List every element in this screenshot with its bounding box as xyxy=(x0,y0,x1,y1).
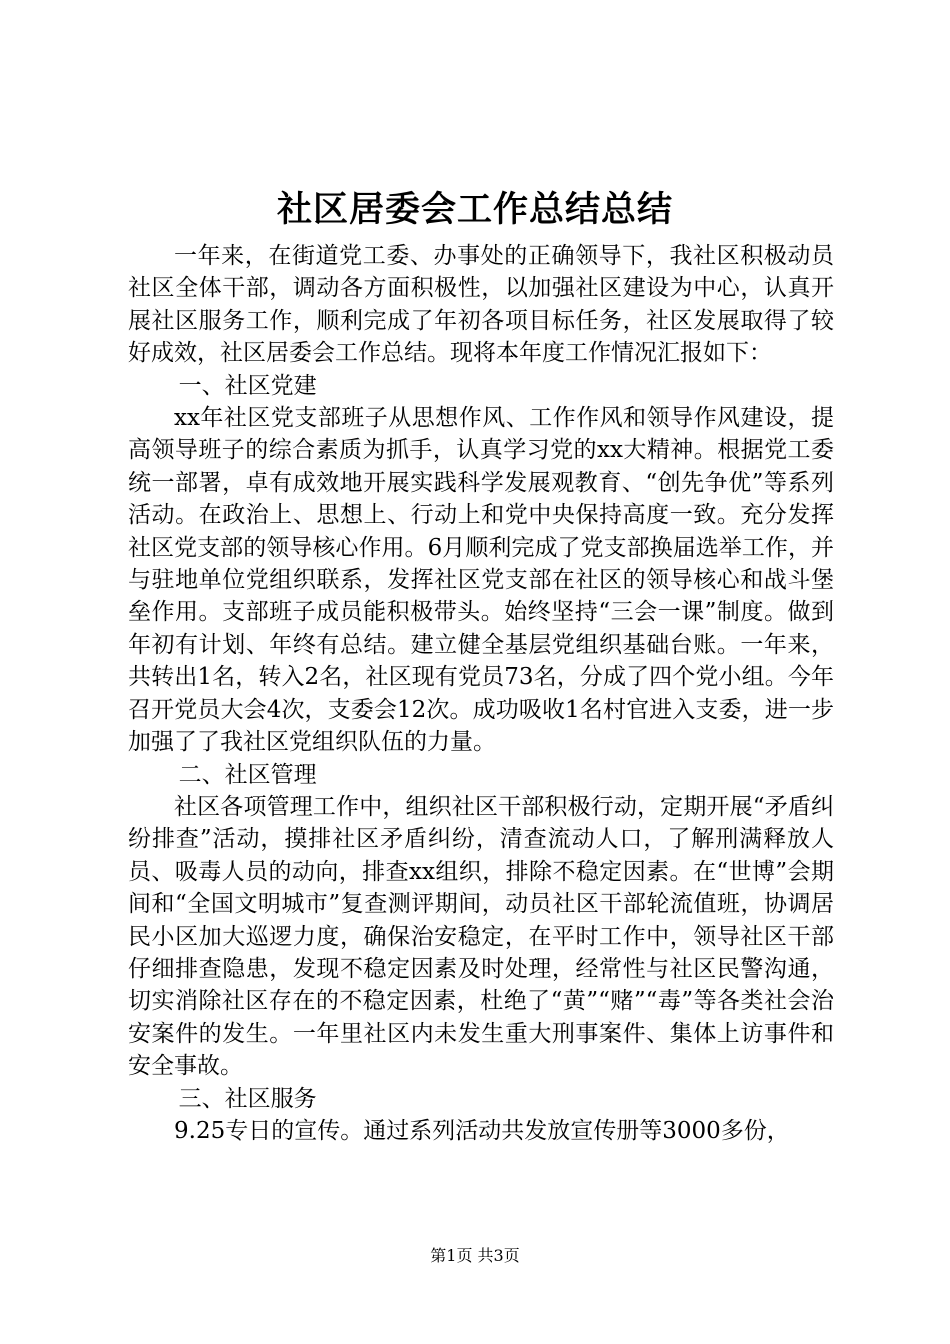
service-paragraph: 9.25专日的宣传。通过系列活动共发放宣传册等3000多份， xyxy=(174,1117,790,1144)
document-body xyxy=(128,240,834,1147)
party-building-paragraph: xx年社区党支部班子从思想作风、工作作风和领导作风建设，提高领导班子的综合素质为抓手，认真学习党的xx大精神。根据党工委统一部署，卓有成效地开展实践科学发展观教育、“创先争优”等系列活动。在政治上、思想上、行动上和党中央保持高度一致。充分发挥社区党支部的领导核心作用。6月顺利完成了党支部换届选举工作，并与驻地单位党组织联系，发挥社区党支部在社区的领导核心和战斗堡垒作用。支部班子成员能积极带头。始终坚持“三会一课”制度。做到年初有计划、年终有总结。建立健全基层党组织基础台账。一年来，共转出1名，转入2名，社区现有党员73名，分成了四个党小组。今年召开党员大会4次，支委会12次。成功吸收1名村官进入支委，进一步加强了了我社区党组织队伍的力量。 xyxy=(128,405,834,756)
document-title: 社区居委会工作总结总结 xyxy=(276,189,673,230)
management-paragraph: 社区各项管理工作中，组织社区干部积极行动，定期开展“矛盾纠纷排查”活动，摸排社区矛盾纠纷，清查流动人口，了解刑满释放人员、吸毒人员的动向，排查xx组织，排除不稳定因素。在“世博”会期间和“全国文明城市”复查测评期间，动员社区干部轮流值班，协调居民小区加大巡逻力度，确保治安稳定，在平时工作中，领导社区干部仔细排查隐患，发现不稳定因素及时处理，经常性与社区民警沟通，切实消除社区存在的不稳定因素，杜绝了“黄”“赌”“毒”等各类社会治安案件的发生。一年里社区内未发生重大刑事案件、集体上访事件和安全事故。 xyxy=(128,793,834,1080)
intro-paragraph: 一年来，在街道党工委、办事处的正确领导下，我社区积极动员社区全体干部，调动各方面积极性，以加强社区建设为中心，认真开展社区服务工作，顺利完成了年初各项目标任务，社区发展取得了较好成效，社区居委会工作总结。现将本年度工作情况汇报如下： xyxy=(128,243,834,367)
section-heading-party-building: 一、社区党建 xyxy=(178,372,317,399)
section-heading-management: 二、社区管理 xyxy=(178,761,317,788)
section-heading-service: 三、社区服务 xyxy=(178,1085,317,1112)
page-footer: 第1页 共3页 xyxy=(430,1246,520,1265)
